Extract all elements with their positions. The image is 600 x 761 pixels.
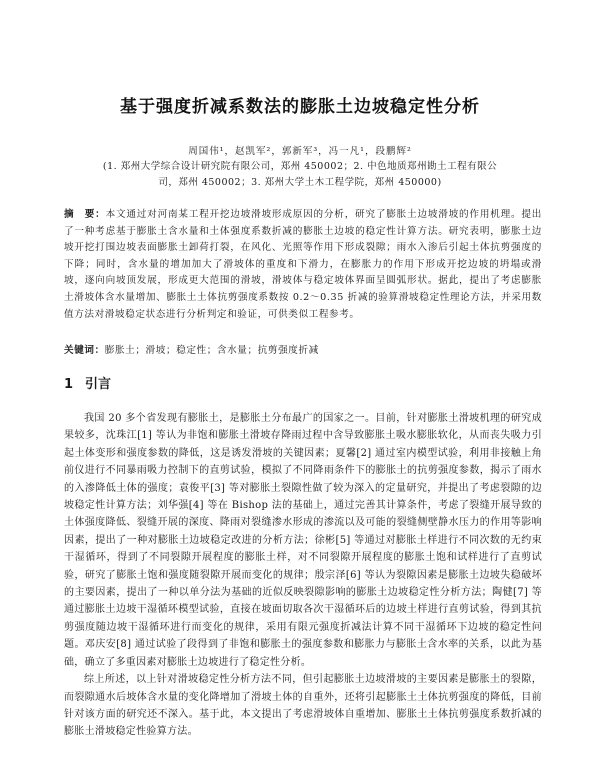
keywords-label: 关键词：	[64, 345, 105, 356]
section-heading	[64, 373, 111, 392]
author-list: 周国伟¹，赵凯军²，郭新军³，冯一凡¹，段鹏辉²	[188, 146, 412, 157]
paragraph: 综上所述，以上针对滑坡稳定性分析方法不同，但引起膨胀土边坡滑坡的主要因素是膨胀土的裂隙，而裂隙通水后坡体含水量的变化降增加了滑坡土体的自重外，还将引起膨胀土土体抗剪强度的降低，目前针对该方面的研究还不深入。基于此，本文提出了考虑滑坡体自重增加、膨胀土土体抗剪强度系数折减的膨胀土滑坡稳定性验算方法。	[64, 674, 542, 738]
abstract-label: 摘 要：	[64, 209, 106, 220]
body-text	[64, 410, 542, 741]
keywords	[64, 342, 542, 356]
abstract	[64, 207, 542, 323]
abstract-text: 本文通过对河南某工程开挖边坡滑坡形成原因的分析，研究了膨胀土边坡滑坡的作用机理。提出了一种考虑基于膨胀土含水量和土体强度系数折减的膨胀土边坡的稳定性计算方法。研究表明，膨胀土边坡开挖打围边坡表面膨胀土卸荷打裂，在风化、光照等作用下形成裂隙；雨水入渗后引起土体抗剪强度的下降；同时，含水量的增加加大了滑坡体的重度和下滑力，在膨胀力的作用下形成开挖边坡的坍塌或滑坡，逐向向坡顶发展，形成更大范围的滑坡，滑坡体与稳定坡体界面呈圆弧形状。据此，提出了考虑膨胀土滑坡体含水量增加、膨胀土土体抗剪强度系数按 0.2～0.35 折减的验算滑坡稳定性理论方法，并采用数值方法对滑坡稳定状态进行分析判定和验证，可供类似工程参考。	[64, 209, 543, 320]
paper-title: 基于强度折减系数法的膨胀土边坡稳定性分析	[120, 97, 480, 117]
paragraph: 我国 20 多个省发现有膨胀土，是膨胀土分布最广的国家之一。目前，针对膨胀土滑坡机理的研究成果较多，沈珠江[1] 等认为非饱和膨胀土滑坡存降雨过程中含导致膨胀土吸水膨胀软化，从而丧失吸力引起土体变形和强度参数的降低，这是诱发滑坡的关键因素；夏馨[2] 通过室内模型试验，利用非接触上角前仪进行不同暴雨吸力控制下的直剪试验，模拟了不同降雨条件下的膨胀土的抗剪强度参数，揭示了雨水的入渗降低土体的强度；袁俊平[3] 等对膨胀土裂隙性做了较为深入的定量研究，并提出了考虑裂隙的边坡稳定性计算方法；刘华强[4] 等在 Bishop 法的基础上，通过完善其计算条件，考虑了裂缝开展导致的土体强度降低、裂缝开展的深度、降雨对裂缝渗水形成的渗流以及可能的裂缝侧壁静水压力的作用等影响因素，提出了一种对膨胀土边坡稳定改进的分析方法；徐彬[5] 等通过对膨胀土样进行不同次数的无约束干湿循环，得到了不同裂隙开展程度的膨胀土样，对不同裂隙开展程度的膨胀土饱和试样进行了直剪试验，研究了膨胀土饱和强度随裂隙开展而变化的规律；殷宗泽[6] 等认为裂隙因素是膨胀土边坡失稳破坏的主要因素，提出了一种以单分法为基础的近似反映裂隙影响的膨胀土边坡稳定性分析方法；陶健[7] 等通过膨胀土边坡干湿循环模型试验，直接在坡面切取各次干湿循环后的边坡土样进行直剪试验，得到其抗剪强度随边坡干湿循环进行而变化的规律，采用有限元强度折减法计算不同干湿循环下边坡的稳定性问题。邓庆安[8] 通过试验了段得到了非饱和膨胀土的强度参数和膨胀力与膨胀土含水率的关系，以此为基础，确立了多重因素对膨胀土边坡进行了稳定性分析。	[64, 413, 542, 668]
affiliations: (1. 郑州大学综合设计研究院有限公司，郑州 450002；2. 中色地质郑州勘土工程有限公司，郑州 450002；3. 郑州大学土木工程学院，郑州 450000)	[102, 161, 498, 188]
keywords-text: 膨胀土；滑坡；稳定性；含水量；抗剪强度折减	[104, 345, 319, 356]
section-title: 引言	[85, 377, 112, 392]
section-number: 1	[64, 377, 74, 392]
